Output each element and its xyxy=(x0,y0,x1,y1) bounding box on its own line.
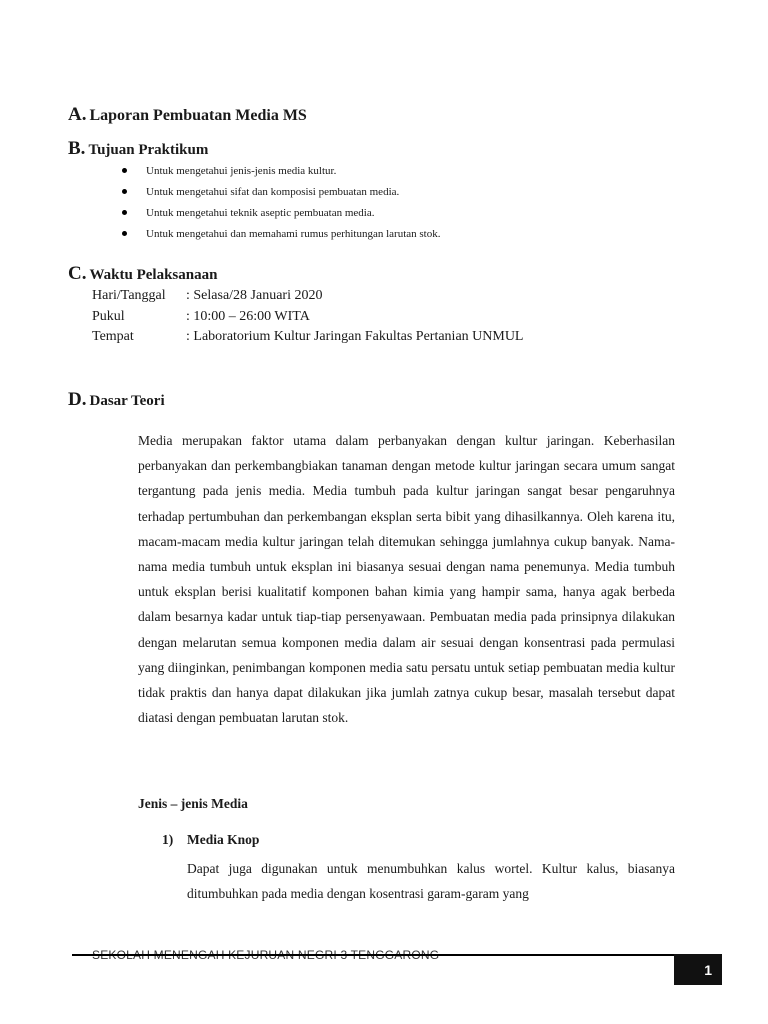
bullet-icon xyxy=(122,231,127,236)
list-item xyxy=(120,205,441,226)
footer-divider xyxy=(72,954,722,956)
section-b-letter: B. xyxy=(68,138,86,159)
media-item-heading xyxy=(162,832,259,848)
schedule-row-place xyxy=(92,327,523,348)
section-d-letter: D. xyxy=(68,389,87,410)
section-b-heading xyxy=(68,138,208,160)
section-d-title: Dasar Teori xyxy=(89,393,165,409)
list-item-text: Untuk mengetahui jenis-jenis media kultur. xyxy=(146,165,337,177)
section-a-title: Laporan Pembuatan Media MS xyxy=(89,107,307,124)
media-item-paragraph: Dapat juga digunakan untuk menumbuhkan kalus wortel. Kultur kalus, biasanya ditumbuhkan pada media dengan kosentrasi garam-garam yang xyxy=(187,861,675,902)
list-item-text: Untuk mengetahui dan memahami rumus perhitungan larutan stok. xyxy=(146,228,441,240)
schedule-value: : Selasa/28 Januari 2020 xyxy=(186,288,323,303)
page-number-badge xyxy=(674,954,722,985)
page-number: 1 xyxy=(704,961,712,978)
bullet-icon xyxy=(122,210,127,215)
list-item xyxy=(120,226,441,247)
schedule-row-time xyxy=(92,307,523,328)
objectives-list xyxy=(120,163,441,247)
schedule-label: Pukul xyxy=(92,308,125,324)
list-item xyxy=(120,184,441,205)
section-c-title: Waktu Pelaksanaan xyxy=(89,267,218,283)
schedule-label: Hari/Tanggal xyxy=(92,288,166,303)
section-d-heading xyxy=(68,389,165,411)
schedule-row-date xyxy=(92,286,523,307)
schedule-info xyxy=(92,286,523,348)
schedule-value: : 10:00 – 26:00 WITA xyxy=(186,308,310,324)
schedule-value: : Laboratorium Kultur Jaringan Fakultas Pertanian UNMUL xyxy=(186,329,524,345)
section-c-letter: C. xyxy=(68,263,87,284)
media-types-subheading: Jenis – jenis Media xyxy=(138,796,248,811)
section-b-title: Tujuan Praktikum xyxy=(88,142,209,158)
section-c-heading xyxy=(68,263,217,285)
bullet-icon xyxy=(122,168,127,173)
section-a-letter: A. xyxy=(68,104,87,125)
list-item-text: Untuk mengetahui teknik aseptic pembuatan media. xyxy=(146,207,375,219)
theory-paragraph: Media merupakan faktor utama dalam perbanyakan dengan kultur jaringan. Keberhasilan perbanyakan dan perkembangbiakan tanaman dengan metode kultur jaringan secara umum sangat tergantung pada jenis media. Media tumbuh pada kultur jaringan sangat besar pengaruhnya terhadap pertumbuhan dan perkembangan eksplan serta bibit yang dihasilkannya. Oleh karena itu, macam-macam media kultur jaringan telah ditemukan sehingga jumlahnya cukup banyak. Nama-nama media tumbuh untuk eksplan ini biasanya sesuai dengan nama penemunya. Media tumbuh untuk eksplan berisi kualitatif komponen bahan kimia yang hampir sama, hanya agak berbeda dalam besarnya kadar untuk tiap-tiap persenyawaan. Pembuatan media pada prinsipnya dilakukan dengan melarutan semua komponen media dalam air sesuai dengan konsentrasi pada permulasi yang diinginkan, penimbangan komponen media satu persatu untuk setiap pembuatan media kultur tidak praktis dan hanya dapat dilakukan jika jumlah zatnya cukup besar, masalah tersebut dapat diatasi dengan pembuatan larutan stok. xyxy=(138,433,675,726)
list-item xyxy=(120,163,441,184)
bullet-icon xyxy=(122,189,127,194)
list-item-text: Untuk mengetahui sifat dan komposisi pembuatan media. xyxy=(146,186,400,198)
section-a-heading xyxy=(68,104,307,126)
media-item-number: 1) xyxy=(162,832,174,847)
media-item-title: Media Knop xyxy=(187,832,260,847)
schedule-label: Tempat xyxy=(92,329,134,345)
